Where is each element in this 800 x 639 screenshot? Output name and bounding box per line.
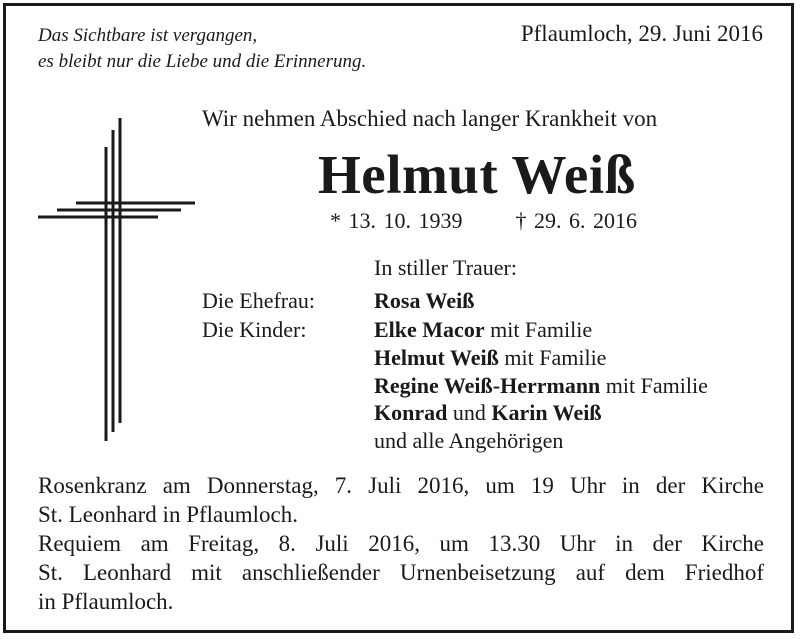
child-3-name: Regine Weiß-Herrmann [374,373,601,398]
relatives: und alle Angehörigen [374,428,564,453]
child-4 [374,400,602,426]
child-4-name-a: Konrad [374,400,448,425]
requiem-line-1: Requiem am Freitag, 8. Juli 2016, um 13.30 Uhr in der Kirche [38,531,764,556]
child-3-suffix: mit Familie [600,373,708,398]
rosary-line-2: St. Leonhard in Pflaumloch. [38,502,298,527]
mourners-heading: In stiller Trauer: [374,255,517,280]
child-3 [374,373,708,399]
child-4-name-b: Karin Weiß [491,400,602,425]
child-1-name: Elke Macor [374,317,485,342]
motto-line-1: Das Sichtbare ist vergangen, [38,25,258,46]
requiem-line-3: in Pflaumloch. [38,589,174,614]
death-date: 29. 6. 2016 [534,208,637,233]
deceased-name: Helmut Weiß [318,144,636,205]
birth-date: 13. 10. 1939 [348,208,463,233]
requiem-info [38,529,764,616]
child-2 [374,345,606,371]
child-2-name: Helmut Weiß [374,345,499,370]
wife-name-text: Rosa Weiß [374,288,475,313]
death-symbol: † [515,208,527,233]
child-2-suffix: mit Familie [498,345,607,370]
child-1-suffix: mit Familie [484,317,593,342]
requiem-line-2: St. Leonhard mit anschließender Urnenbeisetzung auf dem Friedhof [38,560,764,585]
wife-name [374,288,474,314]
wife-label: Die Ehefrau: [202,288,315,313]
child-4-and: und [447,400,492,425]
intro-text: Wir nehmen Abschied nach langer Krankheit von [202,106,658,131]
birth-symbol: * [330,208,341,233]
place-date: Pflaumloch, 29. Juni 2016 [520,21,763,46]
children-label: Die Kinder: [202,317,307,342]
motto-line-2: es bleibt nur die Liebe und die Erinnerung. [38,51,367,72]
rosary-line-1: Rosenkranz am Donnerstag, 7. Juli 2016, um 19 Uhr in der Kirche [38,473,764,498]
rosary-info [38,471,764,529]
life-dates [330,208,637,234]
child-1 [374,317,592,343]
